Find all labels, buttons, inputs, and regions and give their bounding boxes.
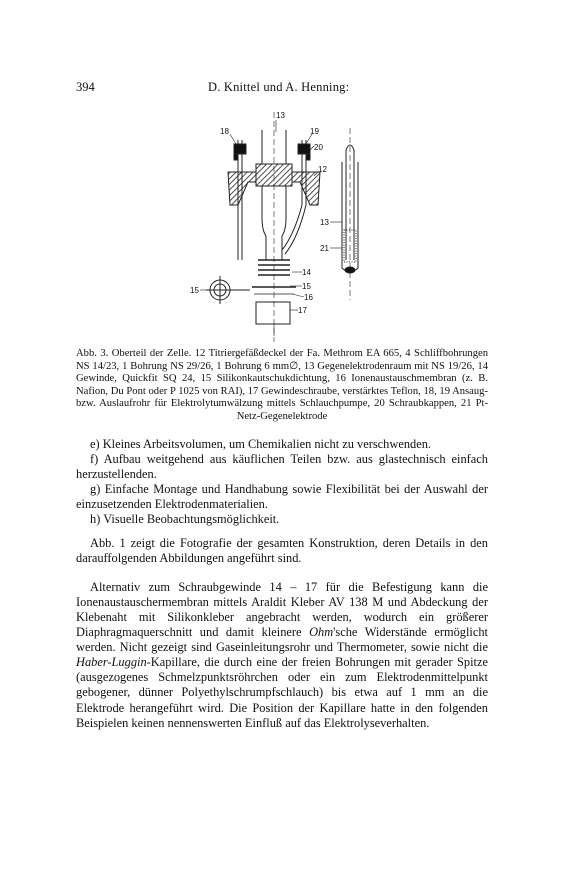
fig-label-14: 14 <box>302 268 311 277</box>
header-authors: D. Knittel und A. Henning: <box>208 80 350 94</box>
fig-label-13-side: 13 <box>320 218 329 227</box>
body-text <box>76 437 488 731</box>
list-item-g: g) Einfache Montage und Handhabung sowie Flexibilität bei der Auswahl der einzusetzenden Elektrodenmaterialien. <box>76 482 488 512</box>
fig-label-18: 18 <box>220 127 229 136</box>
para2-haber-luggin: Haber-Luggin <box>76 655 147 670</box>
fig-label-19: 19 <box>310 127 319 136</box>
running-header <box>76 80 489 96</box>
paragraph-alternative <box>76 580 488 731</box>
para2-ohm: Ohm <box>309 625 334 640</box>
figure-caption: Abb. 3. Oberteil der Zelle. 12 Titriergefäßdeckel der Fa. Methrom EA 665, 4 Schliffbohrungen NS 14/23, 1 Bohrung NS 29/26, 1 Bohrung 6 mm∅, 13 Gegenelektrodenraum mit NS 19/26, 14 Gewinde, Quickfit SQ 24, 15 Silikonkautschukdichtung, 16 Ionenaustauschmembran (z. B. Nafion, Du Pont oder P 1025 von RAI), 17 Gewindeschraube, verstärktes Teflon, 18, 19 Ansaug- bzw. Auslaufrohr für Elektrolytumwälzung mittels Schlauchpumpe, 20 Schraubkappen, 21 Pt-Netz-Gegenelektrode <box>76 348 488 422</box>
fig-label-21: 21 <box>320 244 329 253</box>
fig-label-15: 15 <box>302 282 311 291</box>
list-item-f: f) Aufbau weitgehend aus käuflichen Teilen bzw. aus glastechnisch einfach herzustellenden. <box>76 452 488 482</box>
page-number: 394 <box>76 80 95 94</box>
paragraph-figure-reference: Abb. 1 zeigt die Fotografie der gesamten Konstruktion, deren Details in den darauffolgenden Abbildungen angeführt sind. <box>76 535 488 565</box>
fig-label-12: 12 <box>318 165 327 174</box>
fig-label-13-top: 13 <box>276 111 285 120</box>
list-item-h: h) Visuelle Beobachtungsmöglichkeit. <box>90 512 280 527</box>
fig-label-17: 17 <box>298 306 307 315</box>
figure-cell-top-diagram <box>190 110 380 345</box>
list-item-e: e) Kleines Arbeitsvolumen, um Chemikalien nicht zu verschwenden. <box>90 437 431 451</box>
para2-text-2: 'sche Widerstände ermöglicht werden. Nicht gezeigt sind Gaseinleitungsrohr und Thermometer, sowie nicht die <box>76 625 489 655</box>
para2-text-1: Alternativ zum Schraubgewinde 14 – 17 für die Befestigung kann die Ionenaustauschermembran mittels Araldit Kleber AV 138 M und Abdeckung der Klebenaht mit Silikonkleber angebracht werden, wodurch ein größerer Diaphragmaquerschnitt und damit kleinere <box>76 579 488 640</box>
para2-text-3: -Kapillare, die durch eine der freien Bohrungen mit gerader Spitze (ausgezogenes Schmelzpunktsröhrchen oder ein zum Elektrodenmittelpunkt gebogener, dünner Polyethylschrumpfschlauch) bis etwa auf 1 mm an die Elektrode herangeführt wird. Die Position der Kapillare hatte in den folgenden Beispielen keinen nennenswerten Einfluß auf das Elektrolyseverhalten. <box>76 655 488 730</box>
fig-label-15-left: 15 <box>190 286 199 295</box>
fig-label-20: 20 <box>314 143 323 152</box>
fig-label-16: 16 <box>304 293 313 302</box>
counter-electrode-drawing <box>342 128 358 300</box>
